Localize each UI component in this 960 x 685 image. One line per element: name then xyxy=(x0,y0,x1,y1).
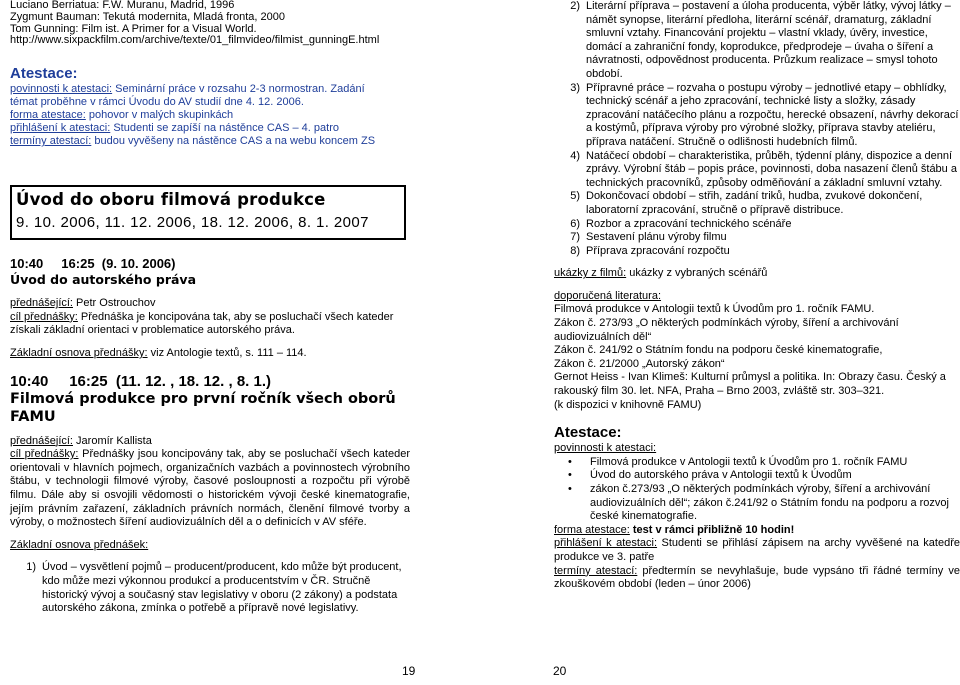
lecture-goal: cíl přednášky: Přednáška je koncipována tak, aby se posluchačí všech kateder získali základní orientaci v problematice autorského práva. xyxy=(10,310,394,337)
outline-list xyxy=(554,0,960,258)
atestace-section xyxy=(554,424,960,592)
list-item: 8) Příprava zpracování rozpočtu xyxy=(570,244,730,257)
course-title: Úvod do oboru filmová produkce xyxy=(16,190,326,210)
page-number: 19 xyxy=(402,664,416,678)
course-box xyxy=(10,185,406,240)
film-examples: ukázky z filmů: ukázky z vybraných scénářů xyxy=(554,267,768,280)
atestace-signup: přihlášení k atestaci: Studenti se zapíší na nástěnce CAS – 4. patro xyxy=(10,122,339,135)
lecture-time: 10:40 16:25 (11. 12. , 18. 12. , 8. 1.) xyxy=(10,372,271,390)
duties-list xyxy=(554,456,960,524)
atestace-form: forma atestace: pohovor v malých skupinkách xyxy=(10,109,234,122)
lecture-goal: cíl přednášky: Přednášky jsou koncipovány tak, aby se posluchačí všech kateder orientovali v hlavních pojmech, organizačních vazbách a povinnostech výrobního štábu, v technologii filmové výroby, časové posloupnosti a rozpočtu při výrobě filmu. Dále aby si osvojili vědomosti o historickém vývoji české kinematografie, jejím právním zařazení, základních právních normách, členění filmové tvorby a výroby, o možnostech šíření audiovizuálních děl a o definicích v AV sféře. xyxy=(10,448,410,529)
reference-list xyxy=(10,0,410,47)
atestace-duties-cont: témat proběhne v rámci Úvodu do AV studií dne 4. 12. 2006. xyxy=(10,96,304,109)
literature-label: doporučená literatura: xyxy=(554,289,662,302)
lecture-outline-label: Základní osnova přednášek: xyxy=(10,538,149,551)
literature-item: Zákon č. 21/2000 „Autorský zákon“ xyxy=(554,357,725,370)
lecturer: přednášející: Jaromír Kallista xyxy=(10,434,152,447)
atestace-duties-label: povinnosti k atestaci: xyxy=(554,442,657,455)
literature-item: Zákon č. 241/92 o Státním fondu na podporu české kinematografie, xyxy=(554,344,883,357)
page-number: 20 xyxy=(553,664,567,678)
reference-link[interactable]: http://www.sixpackfilm.com/archive/texte/01_filmvideo/filmist_gunningE.html xyxy=(10,34,380,47)
list-item: 2) Literární příprava – postavení a úloha producenta, výběr látky, vývoj látky – námět synopse, literární předloha, literární scénář, dramaturg, základní smluvní vztahy. Financování projektu – vlastní vklady, úvěry, investice, domácí a zahraniční fondy, koprodukce, předprodeje – úvaha o šíření a návratnosti, odpovědnost producenta. Průzkum realizace – smysl tohoto období. xyxy=(570,0,951,80)
lecturer: přednášející: Petr Ostrouchov xyxy=(10,297,156,310)
literature-item: Gernot Heiss - Ivan Klimeš: Kulturní průmysl a politika. In: Obrazy času. Český a rakouský film 30. let. NFA, Praha – Brno 2003, zvláště str. 303–321. xyxy=(554,371,946,398)
reference-item: Zygmunt Bauman: Tekutá modernita, Mladá fronta, 2000 xyxy=(10,10,285,23)
atestace-signup: přihlášení k atestaci: Studenti se přihlásí zápisem na archy vyvěšené na katedře produkce ve 3. patře xyxy=(554,537,960,563)
lecture-outline: Základní osnova přednášky: viz Antologie textů, s. 111 – 114. xyxy=(10,346,307,359)
reference-item: Luciano Berriatua: F.W. Muranu, Madrid, 1996 xyxy=(10,0,235,11)
page-20 xyxy=(480,0,960,685)
left-column xyxy=(10,0,410,616)
course-dates: 9. 10. 2006, 11. 12. 2006, 18. 12. 2006, 8. 1. 2007 xyxy=(16,214,369,232)
atestace-heading: Atestace: xyxy=(10,65,78,83)
list-item: 5) Dokončovací období – střih, zadání triků, hudba, zvukové dokončení, laboratorní zpracování, stručně o přípravě distribuce. xyxy=(570,190,923,216)
list-item: 4) Natáčecí období – charakteristika, průběh, týdenní plány, dispozice a denní zprávy. Výrobní štáb – popis práce, povinnosti, doba nasazení členů štábu a technických pracovníků, způsoby odměňování a základní smluvní vztahy. xyxy=(570,149,957,189)
list-item: • Úvod do autorského práva v Antologii textů k Úvodům xyxy=(554,469,960,483)
literature-item: Zákon č. 273/93 „O některých podmínkách výroby, šíření a archivování audiovizuálních děl“ xyxy=(554,317,899,343)
list-item: 3) Přípravné práce – rozvaha o postupu výroby – jednotlivé etapy – obhlídky, technický scénář a jeho zpracování, technické listy a složky, zásady zpracování natáčecího plánu a rozpočtu, herecké obsazení, návrhy dekorací a kostýmů, příprava výroby pro výrobné složky, příprava stavby ateliéru, příprava natáčení. Stručně o odlišnosti hudebních filmů. xyxy=(570,81,959,148)
atestace-heading: Atestace: xyxy=(554,424,622,442)
atestace-terms: termíny atestací: předtermín se nevyhlašuje, bude vypsáno tři řádné termíny ve zkouškovém období (leden – únor 2006) xyxy=(554,564,960,591)
list-item: 7) Sestavení plánu výroby filmu xyxy=(570,231,727,244)
right-column xyxy=(554,0,960,592)
lecture-2 xyxy=(10,373,410,616)
atestace-duties: povinnosti k atestaci: Seminární práce v rozsahu 2-3 normostran. Zadání xyxy=(10,83,365,96)
lecture-time: 10:40 16:25 (9. 10. 2006) xyxy=(10,256,176,272)
list-item: • Filmová produkce v Antologii textů k Úvodům pro 1. ročník FAMU xyxy=(554,456,960,470)
outline-list xyxy=(10,561,410,615)
atestace-form: forma atestace: test v rámci přibližně 10 hodin! xyxy=(554,523,795,536)
lecture-1 xyxy=(10,256,410,360)
reference-item: Tom Gunning: Film ist. A Primer for a Visual World. xyxy=(10,22,257,35)
literature-section xyxy=(554,290,960,412)
atestace-terms: termíny atestací: budou vyvěšeny na nástěnce CAS a na webu koncem ZS xyxy=(10,135,376,148)
lecture-title: Filmová produkce pro první ročník všech oborů FAMU xyxy=(10,390,396,425)
list-item: 1) Úvod – vysvětlení pojmů – producent/producent, kdo může být producent, kdo může mezi výkonnou produkcí a producentstvím v ČR. Stručně historický vývoj a současný stav legislativy v oboru (2 zákony) a podstata autorského zákona, zmínka o potřebě a přípravě nové legislativy. xyxy=(26,561,402,615)
literature-item: Filmová produkce v Antologii textů k Úvodům pro 1. ročník FAMU. xyxy=(554,303,875,316)
literature-item: (k dispozici v knihovně FAMU) xyxy=(554,398,702,411)
lecture-title: Úvod do autorského práva xyxy=(10,272,196,288)
list-item: • zákon č.273/93 „O některých podmínkách výroby, šíření a archivování audiovizuálních děl“; zákon č.241/92 o Státním fondu na podporu a rozvoj české kinematografie. xyxy=(554,483,960,524)
list-item: 6) Rozbor a zpracování technického scénáře xyxy=(570,217,792,230)
